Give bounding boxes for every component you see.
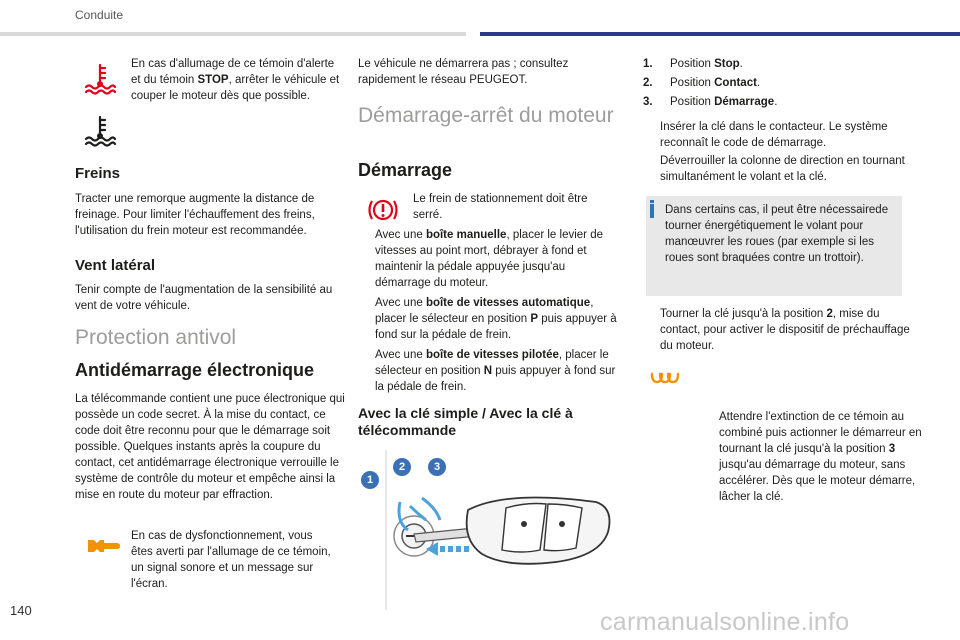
watermark: carmanualsonline.info: [600, 608, 850, 636]
demarrage-arret-heading: Démarrage-arrêt du moteur: [358, 104, 614, 127]
insertion-bullets: [643, 119, 905, 185]
vent-heading: Vent latéral: [75, 257, 156, 274]
antidemarrage-paragraph: La télécommande contient une puce électronique qui possède un code secret. À la mise du contact, ce code doit être reconnu pour que le démarrage soit possible. Quelques instants après la coupure du contact, cet antidémarrage électronique verrouille le système de contrôle du moteur et empêche ainsi la mise en route du moteur par effraction.: [75, 393, 345, 501]
freins-heading: Freins: [75, 165, 121, 182]
figure-label-1: 1: [361, 471, 379, 489]
wrench-icon: [86, 534, 120, 559]
vent-paragraph: Tenir compte de l'augmentation de la sensibilité au vent de votre véhicule.: [75, 284, 333, 312]
coolant-temp-black-icon: [82, 114, 118, 153]
list-item: Tourner la clé jusqu'à la position 2, mise du contact, pour activer le dispositif de préchauffage du moteur.: [660, 308, 910, 352]
info-text: Dans certains cas, il peut être nécessairede tourner énergétiquement le volant pour manœuvrer les roues (par exemple si les roues sont braquées contre un trottoir).: [665, 204, 889, 264]
list-item: 3. Position Démarrage.: [643, 96, 778, 108]
preheat-glow-plug-icon: [648, 368, 682, 397]
brake-warning-icon: [366, 196, 400, 229]
demarrage-heading: Démarrage: [358, 160, 453, 180]
intro-paragraph: Le véhicule ne démarrera pas ; consultez rapidement le réseau PEUGEOT.: [358, 58, 569, 86]
info-box: [646, 196, 902, 296]
list-item: Attendre l'extinction de ce témoin au combiné puis actionner le démarreur en tournant la clé jusqu'à la position 3 jusqu'au démarrage du moteur, sans accélérer. Dès que le moteur démarre, lâcher la clé.: [719, 411, 922, 503]
page-number: 140: [10, 603, 32, 618]
antidemarrage-heading: Antidémarrage électronique: [75, 360, 315, 380]
dysfonctionnement-paragraph: En cas de dysfonctionnement, vous êtes averti par l'allumage de ce témoin, un signal sonore et un message sur l'écran.: [131, 530, 331, 590]
list-item: 2. Position Contact.: [643, 77, 761, 89]
header-bar: [0, 32, 960, 36]
info-icon: [650, 200, 654, 203]
freins-paragraph: Tracter une remorque augmente la distance de freinage. Pour limiter l'échauffement des freins, l'utilisation du frein moteur est recommandée.: [75, 193, 315, 237]
list-item: Avec une boîte de vitesses automatique, placer le sélecteur en position P puis appuyer à fond sur la pédale de frein.: [375, 297, 617, 341]
protection-heading: Protection antivol: [75, 326, 237, 349]
figure-label-3: 3: [428, 458, 446, 476]
positions-list: [643, 55, 777, 112]
section-label: Conduite: [75, 8, 124, 22]
coolant-temp-red-icon: [82, 62, 118, 101]
list-item: 1. Position Stop.: [643, 58, 743, 70]
key-ignition-illustration: [356, 450, 620, 615]
list-item: Avec une boîte de vitesses pilotée, placer le sélecteur en position N puis appuyer à fond sur la pédale de frein.: [375, 349, 616, 393]
figure-label-2: 2: [393, 458, 411, 476]
list-item: Déverrouiller la colonne de direction en tournant simultanément le volant et la clé.: [660, 155, 905, 183]
warning-paragraph: En cas d'allumage de ce témoin d'alerte et du témoin STOP, arrêter le véhicule et couper le moteur dès que possible.: [131, 58, 340, 102]
list-item: Insérer la clé dans le contacteur. Le système reconnaît le code de démarrage.: [660, 121, 888, 149]
frein-note: Le frein de stationnement doit être serré.: [413, 193, 588, 221]
demarrage-bullets: [358, 227, 620, 395]
cle-heading: Avec la clé simple / Avec la clé à télécommande: [358, 405, 573, 438]
list-item: Avec une boîte manuelle, placer le levier de vitesses au point mort, débrayer à fond et maintenir la pédale appuyée jusqu'au démarrage du moteur.: [375, 229, 603, 289]
stop-label: STOP: [197, 74, 229, 86]
